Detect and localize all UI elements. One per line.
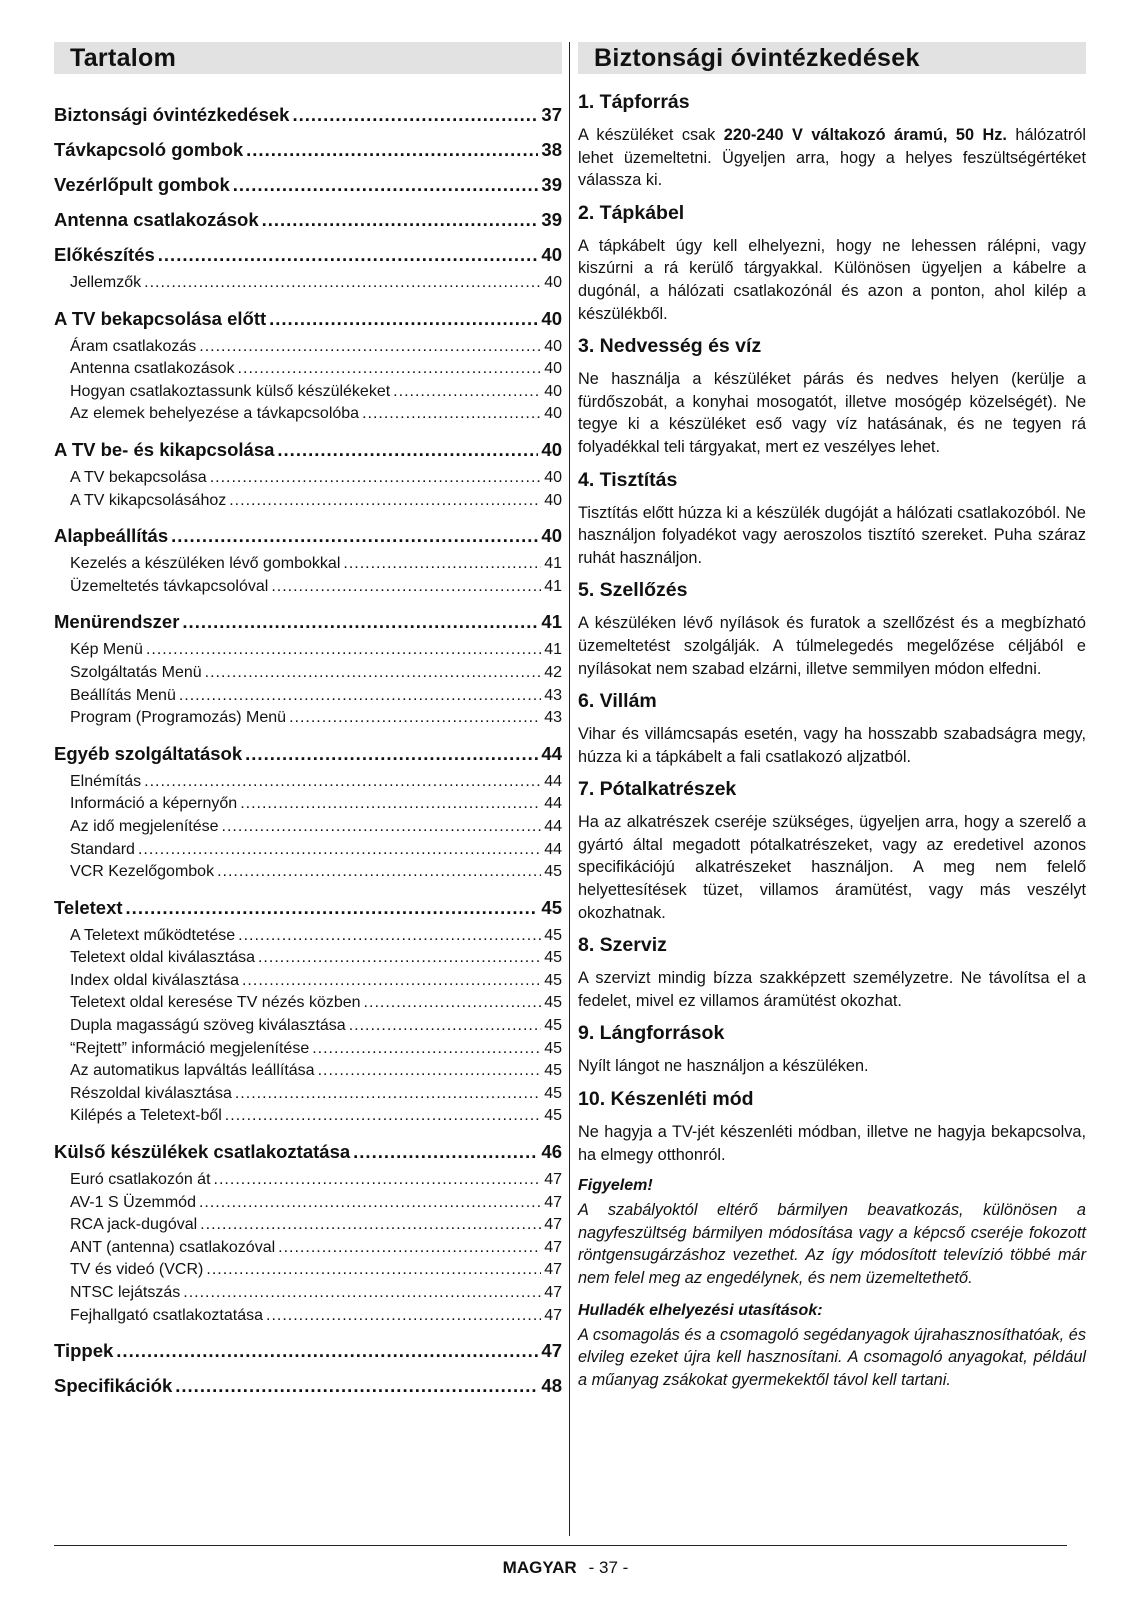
toc-entry xyxy=(54,1374,562,1397)
toc-entry xyxy=(54,610,562,633)
section-moisture xyxy=(578,334,1086,458)
toc-leader-dots xyxy=(312,1038,541,1061)
toc-entry-title: Menürendszer xyxy=(54,611,180,633)
toc-page-number: 39 xyxy=(541,209,562,230)
toc-subentry xyxy=(54,381,562,404)
toc-leader-dots xyxy=(258,947,541,970)
toc-entry-title: Antenna csatlakozások xyxy=(54,209,259,230)
toc-page-number: 44 xyxy=(544,840,562,858)
section-ventilation xyxy=(578,578,1086,680)
toc-entry-title: Információ a képernyőn xyxy=(70,795,238,813)
toc-entry xyxy=(54,1339,562,1362)
toc-leader-dots xyxy=(277,438,538,461)
toc-leader-dots xyxy=(318,1060,542,1083)
toc-page-number: 47 xyxy=(544,1261,562,1279)
toc-leader-dots xyxy=(206,1259,541,1282)
toc-entry-title: Teletext oldal keresése TV nézés közben xyxy=(70,994,361,1012)
toc-leader-dots xyxy=(292,103,538,126)
toc-entry-title: Alapbeállítás xyxy=(54,525,169,547)
toc-leader-dots xyxy=(126,896,539,919)
toc-entry-title: Standard xyxy=(70,840,135,858)
toc-entry-title: VCR Kezelőgombok xyxy=(70,863,215,881)
toc-leader-dots xyxy=(289,707,541,730)
toc-page-number: 40 xyxy=(541,438,562,460)
section-service xyxy=(578,933,1086,1012)
toc-entry-title: Fejhallgató csatlakoztatása xyxy=(70,1306,263,1324)
toc-leader-dots xyxy=(235,1083,541,1106)
toc-page-number: 39 xyxy=(541,174,562,195)
toc-entry-title: Specifikációk xyxy=(54,1375,173,1397)
section-text: Ne hagyja a TV-jét készenléti módban, illetve ne hagyja bekapcsolva, ha elmegy otthonról. xyxy=(578,1123,1086,1164)
toc-entry-title: A TV be- és kikapcsolása xyxy=(54,438,275,460)
toc-leader-dots xyxy=(349,1015,542,1038)
toc-subentry xyxy=(54,771,562,794)
voltage-spec: 220-240 V váltakozó áramú, 50 Hz. xyxy=(723,126,1007,144)
section-standby-mode xyxy=(578,1087,1086,1166)
disposal-block xyxy=(578,1300,1086,1392)
toc-leader-dots xyxy=(116,1339,538,1362)
toc-leader-dots xyxy=(343,553,541,576)
toc-subentry xyxy=(54,639,562,662)
toc-entry-title: Előkészítés xyxy=(54,244,155,265)
toc-page-number: 48 xyxy=(541,1375,562,1397)
safety-column xyxy=(578,42,1086,1401)
toc-entry xyxy=(54,524,562,547)
safety-sections xyxy=(578,90,1086,1391)
toc-entry-title: Index oldal kiválasztása xyxy=(70,971,239,989)
section-lightning xyxy=(578,689,1086,768)
toc-subentry xyxy=(54,1015,562,1038)
toc-page-number: 44 xyxy=(544,817,562,835)
toc-entry-title: A TV bekapcsolása előtt xyxy=(54,307,267,329)
toc-entry-title: Vezérlőpult gombok xyxy=(54,174,230,195)
toc-leader-dots xyxy=(146,639,541,662)
toc-subentry xyxy=(54,272,562,295)
toc-entry-title: Tippek xyxy=(54,1340,114,1362)
toc-leader-dots xyxy=(183,1282,541,1305)
toc-subentry xyxy=(54,1282,562,1305)
section-text: Vihar és villámcsapás esetén, vagy ha hosszabb szabadságra megy, húzza ki a tápkábelt a fali csatlakozó aljzatból. xyxy=(578,725,1086,766)
toc-page-number: 46 xyxy=(541,1141,562,1163)
toc-entry-title: Az elemek behelyezése a távkapcsolóba xyxy=(70,405,360,423)
toc-page-number: 44 xyxy=(544,772,562,790)
section-heading: 8. Szerviz xyxy=(578,934,667,957)
toc-page-number: 40 xyxy=(544,337,562,355)
toc-subentry xyxy=(54,1083,562,1106)
toc-entry xyxy=(54,138,562,161)
footer-rule xyxy=(54,1545,1067,1546)
toc-subentry xyxy=(54,1038,562,1061)
toc-leader-dots xyxy=(266,1305,541,1328)
toc-entry-title: Részoldal kiválasztása xyxy=(70,1084,232,1102)
toc-leader-dots xyxy=(393,381,541,404)
disposal-heading: Hulladék elhelyezési utasítások: xyxy=(578,1301,823,1319)
toc-leader-dots xyxy=(225,1105,541,1128)
toc-leader-dots xyxy=(158,243,539,266)
toc-page-number: 44 xyxy=(541,742,562,764)
section-cleaning xyxy=(578,468,1086,570)
toc-subentry xyxy=(54,336,562,359)
section-heading: 2. Tápkábel xyxy=(578,201,685,224)
toc-entry-title: Jellemzők xyxy=(70,274,142,291)
toc-entry xyxy=(54,1140,562,1163)
section-heading: 10. Készenléti mód xyxy=(578,1088,754,1111)
toc-subentry xyxy=(54,662,562,685)
toc-leader-dots xyxy=(179,685,541,708)
toc-leader-dots xyxy=(238,925,541,948)
toc-leader-dots xyxy=(362,403,541,426)
toc-page-number: 38 xyxy=(541,139,562,160)
toc-page-number: 41 xyxy=(544,555,562,573)
toc-page-number: 44 xyxy=(544,795,562,813)
toc-page-number: 37 xyxy=(541,104,562,125)
warning-heading: Figyelem! xyxy=(578,1177,653,1195)
toc-subentry xyxy=(54,576,562,599)
toc-page-number: 45 xyxy=(544,1017,562,1035)
toc-title-bar xyxy=(54,42,562,74)
section-text: Ha az alkatrészek cseréje szükséges, ügyeljen arra, hogy a szerelő a gyártó által megadott pótalkatrészeket, vagy az eredetivel azonos specifikációjú alkatrészeket használjon. A meg nem felelő helyettesítések tüzet, villamos áramütést, vagy más veszélyt okozhatnak. xyxy=(578,813,1086,922)
toc-page-number: 41 xyxy=(541,611,562,633)
toc-page-number: 40 xyxy=(541,525,562,547)
toc-subentry xyxy=(54,553,562,576)
toc-page-number: 45 xyxy=(544,994,562,1012)
toc-title: Tartalom xyxy=(70,43,177,72)
page-number: - 37 - xyxy=(588,1558,629,1577)
toc-leader-dots xyxy=(269,307,538,330)
disposal-text: A csomagolás és a csomagoló segédanyagok újrahasznosíthatóak, és elvileg ezeket újra kell hasznosítani. A csomagoló anyagokat, például a műanyag zsákokat gyermekektől távol kell tartani. xyxy=(578,1325,1086,1389)
toc-entry-title: “Rejtett” információ megjelenítése xyxy=(70,1039,310,1057)
toc-page-number: 45 xyxy=(544,1062,562,1080)
toc-leader-dots xyxy=(217,861,541,884)
section-text: A készüléket csak 220-240 V váltakozó áramú, 50 Hz. hálózatról lehet üzemeltetni. Ügyeljen arra, hogy a helyes feszültségértéket válassza ki. xyxy=(578,126,1086,190)
toc-entry-title: Az idő megjelenítése xyxy=(70,817,219,835)
toc-leader-dots xyxy=(199,1192,541,1215)
toc-list xyxy=(54,103,562,1397)
toc-subentry xyxy=(54,1192,562,1215)
toc-entry-title: Elnémítás xyxy=(70,772,142,790)
page-footer xyxy=(0,1557,1131,1579)
toc-leader-dots xyxy=(138,839,541,862)
toc-subentry xyxy=(54,816,562,839)
toc-subentry xyxy=(54,1214,562,1237)
toc-entry-title: Biztonsági óvintézkedések xyxy=(54,104,290,125)
toc-page-number: 40 xyxy=(541,244,562,265)
toc-entry-title: Üzemeltetés távkapcsolóval xyxy=(70,577,269,595)
toc-entry-title: Szolgáltatás Menü xyxy=(70,663,202,681)
toc-page-number: 47 xyxy=(544,1216,562,1234)
section-text: Ne használja a készüléket párás és nedves helyen (kerülje a fürdőszobát, a konyhai mosogatót, illetve mosógép közelségét). Ne tegye ki a készüléket eső vagy víz hatásának, és ne tegyen rá folyadékkal teli tárgyakat, mert ez veszélyes lehet. xyxy=(578,370,1086,456)
toc-subentry xyxy=(54,1259,562,1282)
toc-leader-dots xyxy=(245,742,538,765)
toc-leader-dots xyxy=(262,208,539,231)
toc-entry-title: Dupla magasságú szöveg kiválasztása xyxy=(70,1017,346,1035)
toc-subentry xyxy=(54,925,562,948)
toc-entry-title: Antenna csatlakozások xyxy=(70,360,235,378)
toc-entry xyxy=(54,173,562,196)
toc-subentry xyxy=(54,970,562,993)
toc-page-number: 45 xyxy=(544,949,562,967)
toc-leader-dots xyxy=(200,1214,541,1237)
toc-leader-dots xyxy=(364,992,542,1015)
toc-entry-title: Hogyan csatlakoztassunk külső készülékeket xyxy=(70,382,391,400)
section-heading: 9. Lángforrások xyxy=(578,1022,725,1045)
footer-language: MAGYAR xyxy=(502,1558,577,1577)
toc-page-number: 45 xyxy=(541,896,562,918)
toc-entry-title: Teletext xyxy=(54,896,123,918)
toc-entry-title: Távkapcsoló gombok xyxy=(54,139,244,160)
section-heading: 1. Tápforrás xyxy=(578,91,690,113)
section-power-cord xyxy=(578,201,1086,325)
toc-subentry xyxy=(54,1305,562,1328)
toc-column xyxy=(54,42,562,1403)
toc-leader-dots xyxy=(210,467,542,490)
toc-page-number: 41 xyxy=(544,577,562,595)
toc-subentry xyxy=(54,685,562,708)
toc-subentry xyxy=(54,1060,562,1083)
toc-entry-title: Kilépés a Teletext-ből xyxy=(70,1107,222,1125)
toc-page-number: 43 xyxy=(544,686,562,704)
toc-subentry xyxy=(54,992,562,1015)
section-text: Tisztítás előtt húzza ki a készülék dugóját a hálózati csatlakozóból. Ne használjon folyadékot vagy aeroszolos tisztító szereket. Puha száraz ruhát használjon. xyxy=(578,503,1086,567)
toc-entry-title: Az automatikus lapváltás leállítása xyxy=(70,1062,315,1080)
toc-entry-title: Teletext oldal kiválasztása xyxy=(70,949,255,967)
toc-entry xyxy=(54,103,562,126)
toc-entry-title: A Teletext működtetése xyxy=(70,926,236,944)
toc-subentry xyxy=(54,947,562,970)
toc-page-number: 47 xyxy=(541,1340,562,1362)
toc-page-number: 40 xyxy=(544,360,562,378)
toc-leader-dots xyxy=(278,1237,541,1260)
toc-entry-title: A TV bekapcsolása xyxy=(70,468,207,486)
toc-entry xyxy=(54,208,562,231)
toc-page-number: 45 xyxy=(544,1039,562,1057)
section-text: A szervizt mindig bízza szakképzett személyzetre. Ne távolítsa el a fedelet, mivel ez villamos áramütést okozhat. xyxy=(578,969,1086,1010)
toc-page-number: 41 xyxy=(544,641,562,659)
toc-entry-title: Program (Programozás) Menü xyxy=(70,709,287,727)
toc-page-number: 40 xyxy=(544,491,562,509)
toc-page-number: 43 xyxy=(544,709,562,727)
toc-subentry xyxy=(54,707,562,730)
toc-entry-title: Euró csatlakozón át xyxy=(70,1171,211,1189)
toc-entry-title: A TV kikapcsolásához xyxy=(70,491,227,509)
section-text: A tápkábelt úgy kell elhelyezni, hogy ne lehessen rálépni, vagy kiszúrni a rá kerülő tárgyakkal. Különösen ügyeljen a kábelre a dugónál, a hálózati csatlakozónál és azon a ponton, ahol kilép a készülékből. xyxy=(578,236,1086,323)
toc-subentry xyxy=(54,793,562,816)
toc-entry-title: NTSC lejátszás xyxy=(70,1284,181,1301)
section-heading: 5. Szellőzés xyxy=(578,579,688,602)
toc-leader-dots xyxy=(229,490,541,513)
toc-page-number: 47 xyxy=(544,1238,562,1256)
toc-leader-dots xyxy=(199,336,541,359)
toc-subentry xyxy=(54,839,562,862)
toc-leader-dots xyxy=(353,1140,538,1163)
toc-leader-dots xyxy=(182,610,538,633)
warning-text: A szabályoktól eltérő bármilyen beavatkozás, különösen a nagyfeszültség bármilyen módosítása vagy a képcső cseréje fokozott röntgensugárzáshoz vezethet. Az így módosított televízió többé már nem felel meg az engedélynek, és nem üzemeltethető. xyxy=(578,1201,1086,1287)
column-divider xyxy=(569,42,570,1536)
toc-entry-title: TV és videó (VCR) xyxy=(70,1261,204,1279)
section-heading: 6. Villám xyxy=(578,690,657,713)
toc-subentry xyxy=(54,403,562,426)
toc-entry-title: AV-1 S Üzemmód xyxy=(70,1193,196,1211)
toc-subentry xyxy=(54,490,562,513)
toc-page-number: 47 xyxy=(544,1171,562,1189)
toc-leader-dots xyxy=(205,662,542,685)
toc-leader-dots xyxy=(271,576,541,599)
toc-entry xyxy=(54,243,562,266)
toc-leader-dots xyxy=(144,771,541,794)
toc-leader-dots xyxy=(240,793,541,816)
toc-page-number: 40 xyxy=(544,382,562,400)
toc-entry xyxy=(54,742,562,765)
toc-subentry xyxy=(54,1169,562,1192)
toc-entry-title: Külső készülékek csatlakoztatása xyxy=(54,1141,351,1163)
toc-leader-dots xyxy=(144,272,541,295)
section-power-source xyxy=(578,90,1086,192)
warning-block xyxy=(578,1175,1086,1289)
section-heading: 3. Nedvesség és víz xyxy=(578,335,762,358)
toc-page-number: 42 xyxy=(544,663,562,681)
toc-entry-title: ANT (antenna) csatlakozóval xyxy=(70,1238,276,1256)
toc-page-number: 40 xyxy=(544,274,562,291)
toc-page-number: 47 xyxy=(544,1306,562,1324)
safety-title: Biztonsági óvintézkedések xyxy=(594,43,920,72)
toc-leader-dots xyxy=(171,524,538,547)
section-replacement-parts xyxy=(578,777,1086,924)
section-text: Nyílt lángot ne használjon a készüléken. xyxy=(578,1057,869,1076)
section-heading: 7. Pótalkatrészek xyxy=(578,778,737,801)
toc-page-number: 45 xyxy=(544,1084,562,1102)
toc-leader-dots xyxy=(222,816,542,839)
toc-subentry xyxy=(54,861,562,884)
toc-subentry xyxy=(54,358,562,381)
toc-entry-title: Kép Menü xyxy=(70,641,143,659)
toc-entry-title: Áram csatlakozás xyxy=(70,337,197,355)
toc-entry xyxy=(54,307,562,330)
toc-page-number: 40 xyxy=(541,307,562,329)
toc-page-number: 47 xyxy=(544,1284,562,1301)
toc-entry xyxy=(54,438,562,461)
toc-page-number: 45 xyxy=(544,1107,562,1125)
toc-entry-title: Kezelés a készüléken lévő gombokkal xyxy=(70,555,341,573)
toc-page-number: 45 xyxy=(544,926,562,944)
toc-entry-title: Egyéb szolgáltatások xyxy=(54,742,243,764)
section-text: A készüléken lévő nyílások és furatok a szellőzést és a megbízható üzemeltetést szolgálják. A túlmelegedés megelőzése céljából e nyílásokat nem szabad elzárni, illetve semmilyen módon elfedni. xyxy=(578,614,1086,678)
section-flame-sources xyxy=(578,1021,1086,1078)
toc-leader-dots xyxy=(238,358,542,381)
toc-subentry xyxy=(54,1105,562,1128)
toc-entry xyxy=(54,896,562,919)
toc-leader-dots xyxy=(246,138,538,161)
toc-subentry xyxy=(54,1237,562,1260)
toc-leader-dots xyxy=(214,1169,542,1192)
safety-title-bar xyxy=(578,42,1086,74)
toc-leader-dots xyxy=(175,1374,538,1397)
toc-page-number: 47 xyxy=(544,1193,562,1211)
toc-page-number: 40 xyxy=(544,405,562,423)
section-heading: 4. Tisztítás xyxy=(578,468,678,491)
toc-subentry xyxy=(54,467,562,490)
toc-page-number: 45 xyxy=(544,863,562,881)
toc-entry-title: RCA jack-dugóval xyxy=(70,1216,198,1234)
toc-leader-dots xyxy=(233,173,539,196)
toc-leader-dots xyxy=(242,970,541,993)
toc-page-number: 45 xyxy=(544,971,562,989)
toc-entry-title: Beállítás Menü xyxy=(70,686,176,704)
toc-page-number: 40 xyxy=(544,468,562,486)
